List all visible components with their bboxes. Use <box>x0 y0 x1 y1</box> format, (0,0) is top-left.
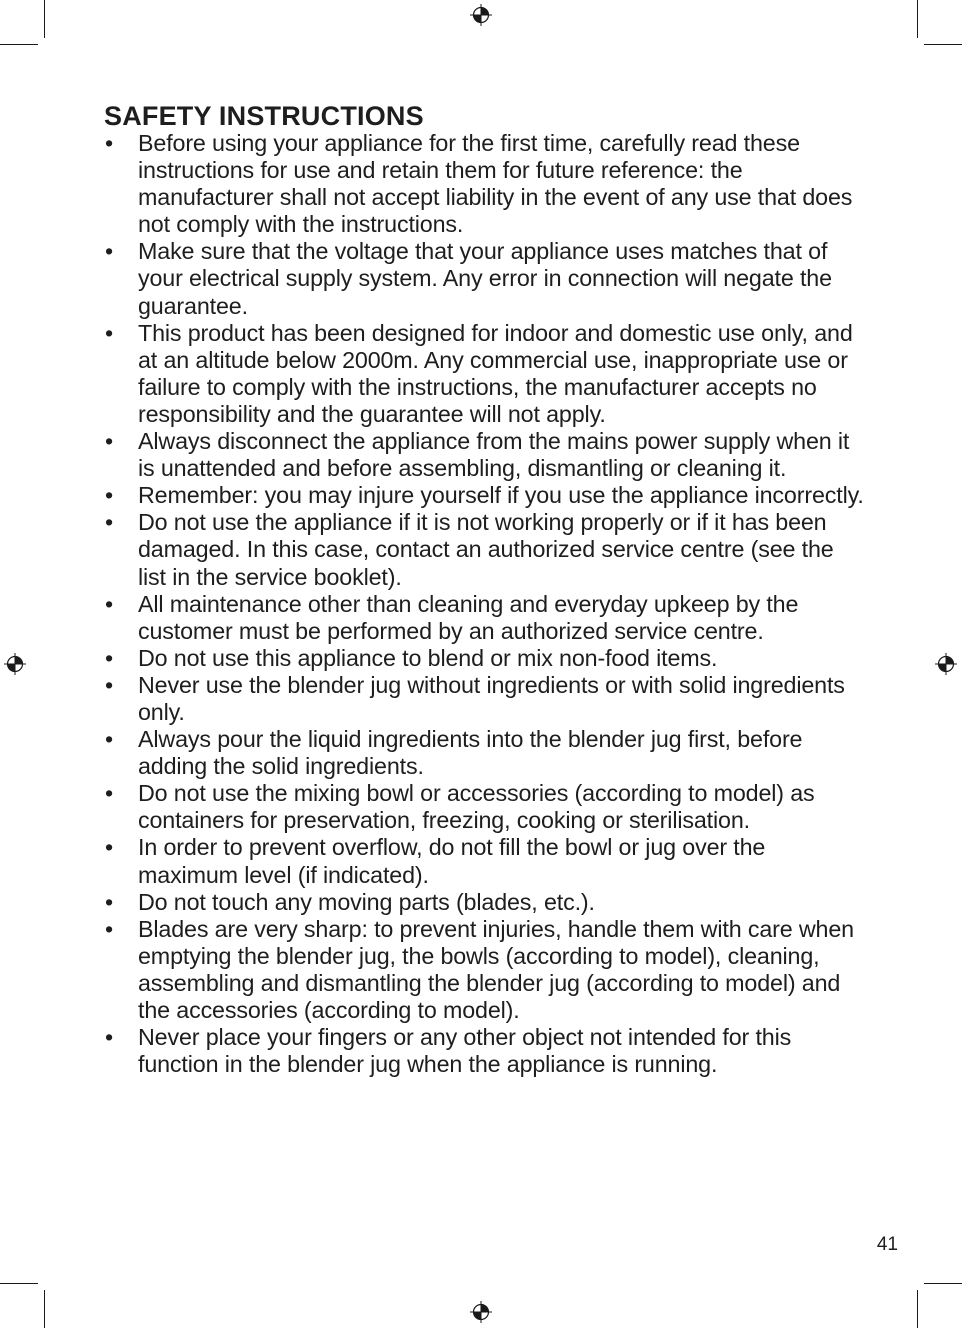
bullet-icon: • <box>105 482 114 509</box>
list-item-text: Never place your fingers or any other object not intended for this function in the blender jug when the appliance is running. <box>138 1024 792 1078</box>
registration-target-icon-bottom <box>470 1301 492 1323</box>
list-item <box>104 130 864 238</box>
list-item <box>104 320 864 428</box>
list-item-text: Always disconnect the appliance from the mains power supply when it is unattended and before assembling, dismantling or cleaning it. <box>138 428 850 482</box>
list-item-text: This product has been designed for indoor and domestic use only, and at an altitude below 2000m. Any commercial use, inappropriate use or failure to comply with the instructions, the manufacturer accepts no responsibility and the guarantee will not apply. <box>138 319 853 427</box>
bullet-icon: • <box>105 319 114 346</box>
list-item-text: Do not use this appliance to blend or mix non-food items. <box>138 644 718 671</box>
crop-mark-bottom-left-v <box>44 1290 45 1328</box>
list-item <box>104 834 864 888</box>
list-item <box>104 889 864 916</box>
bullet-icon: • <box>105 726 114 753</box>
list-item <box>104 645 864 672</box>
bullet-icon: • <box>105 428 114 455</box>
list-item-text: Blades are very sharp: to prevent injuries, handle them with care when emptying the blender jug, the bowls (according to model), cleaning, assembling and dismantling the blender jug (according to model) and the accessories (according to model). <box>138 915 854 1023</box>
crop-mark-bottom-left-h <box>0 1283 38 1284</box>
safety-instructions-list <box>104 130 864 1078</box>
list-item-text: Make sure that the voltage that your appliance uses matches that of your electrical supply system. Any error in connection will negate the guarantee. <box>138 238 832 319</box>
list-item <box>104 509 864 590</box>
list-item <box>104 780 864 834</box>
list-item-text: Never use the blender jug without ingredients or with solid ingredients only. <box>138 671 845 725</box>
list-item-text: Always pour the liquid ingredients into the blender jug first, before adding the solid ingredients. <box>138 726 803 780</box>
list-item-text: Do not touch any moving parts (blades, etc.). <box>138 888 595 915</box>
crop-mark-bottom-right-v <box>917 1290 918 1328</box>
list-item-text: Remember: you may injure yourself if you use the appliance incorrectly. <box>138 482 864 509</box>
registration-target-icon-top <box>470 4 492 26</box>
list-item-text: In order to prevent overflow, do not fill the bowl or jug over the maximum level (if indicated). <box>138 834 766 888</box>
crop-mark-top-left-h <box>0 44 38 45</box>
list-item <box>104 238 864 319</box>
registration-target-icon-left <box>4 653 26 675</box>
list-item <box>104 726 864 780</box>
list-item-text: All maintenance other than cleaning and everyday upkeep by the customer must be performed by an authorized service centre. <box>138 590 799 644</box>
crop-mark-top-left-v <box>44 0 45 38</box>
list-item-text: Do not use the appliance if it is not working properly or if it has been damaged. In this case, contact an authorized service centre (see the list in the service booklet). <box>138 509 834 590</box>
list-item <box>104 916 864 1024</box>
bullet-icon: • <box>105 834 114 861</box>
crop-mark-top-right-h <box>924 44 962 45</box>
page-number: 41 <box>876 1234 898 1255</box>
list-item-text: Do not use the mixing bowl or accessories (according to model) as containers for preservation, freezing, cooking or sterilisation. <box>138 780 815 834</box>
registration-target-icon-right <box>935 653 957 675</box>
bullet-icon: • <box>105 238 114 265</box>
list-item <box>104 428 864 482</box>
bullet-icon: • <box>105 915 114 942</box>
bullet-icon: • <box>105 509 114 536</box>
list-item <box>104 672 864 726</box>
crop-mark-top-right-v <box>917 0 918 38</box>
crop-mark-bottom-right-h <box>924 1283 962 1284</box>
list-item <box>104 591 864 645</box>
bullet-icon: • <box>105 644 114 671</box>
bullet-icon: • <box>105 590 114 617</box>
bullet-icon: • <box>105 888 114 915</box>
list-item-text: Before using your appliance for the first time, carefully read these instructions for use and retain them for future reference: the manufacturer shall not accept liability in the event of any use that does not comply with the instructions. <box>138 130 853 238</box>
list-item <box>104 1024 864 1078</box>
bullet-icon: • <box>105 780 114 807</box>
page-title: SAFETY INSTRUCTIONS <box>104 101 424 131</box>
bullet-icon: • <box>105 130 114 156</box>
bullet-icon: • <box>105 1024 114 1051</box>
bullet-icon: • <box>105 671 114 698</box>
list-item <box>104 482 864 509</box>
